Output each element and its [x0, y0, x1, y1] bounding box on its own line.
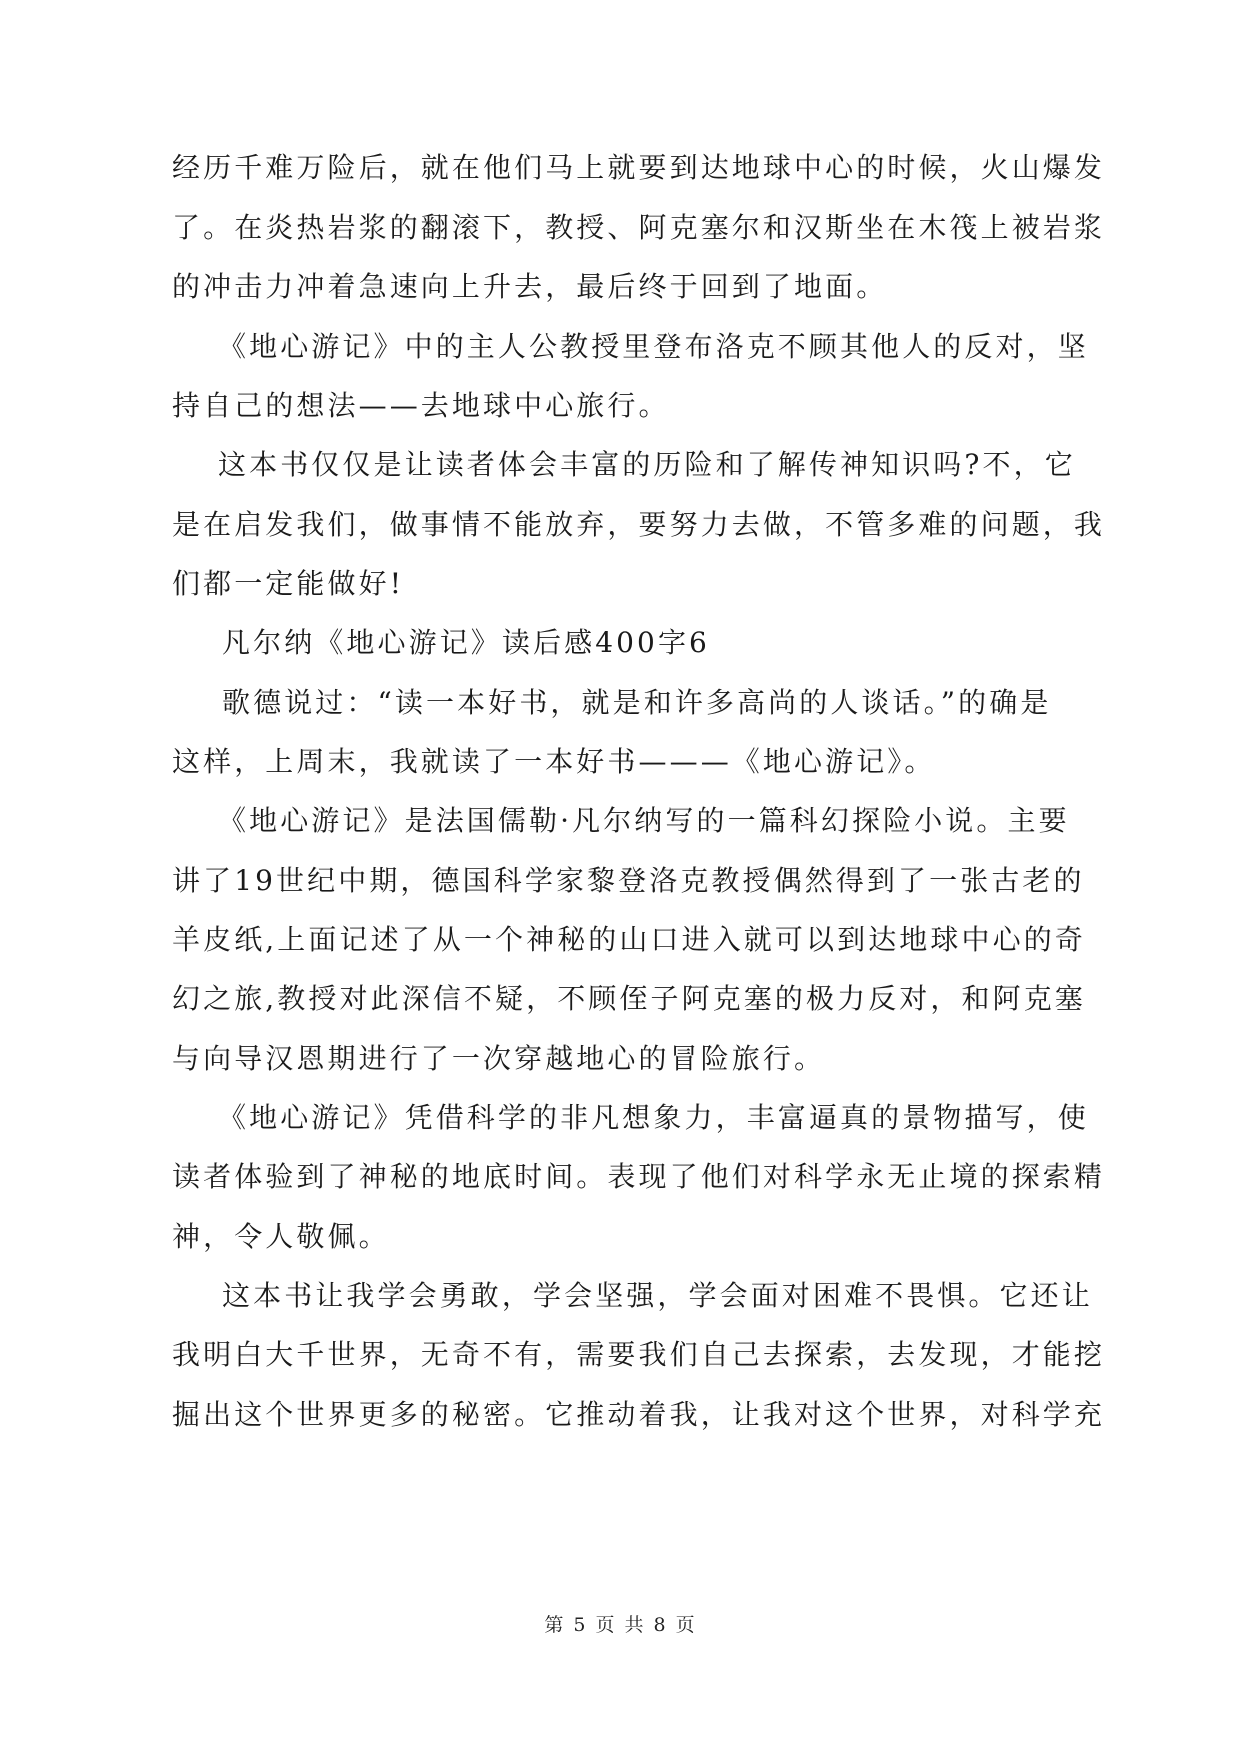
text-line: 幻之旅,教授对此深信不疑，不顾侄子阿克塞的极力反对，和阿克塞: [172, 982, 1086, 1015]
text-line: 读者体验到了神秘的地底时间。表现了他们对科学永无止境的探索精: [172, 1160, 1106, 1193]
text-line: 羊皮纸,上面记述了从一个神秘的山口进入就可以到达地球中心的奇: [172, 923, 1086, 956]
text-line: 讲了19世纪中期，德国科学家黎登洛克教授偶然得到了一张古老的: [172, 864, 1085, 897]
text-line: 经历千难万险后，就在他们马上就要到达地球中心的时候，火山爆发: [172, 151, 1106, 184]
text-line: 持自己的想法——去地球中心旅行。: [172, 389, 670, 422]
text-line: 歌德说过：“读一本好书，就是和许多高尚的人谈话。”的确是: [222, 686, 1052, 719]
page-number-footer: 第 5 页 共 8 页: [544, 1614, 697, 1636]
section-heading: 凡尔纳《地心游记》读后感400字6: [222, 626, 710, 659]
text-line: 的冲击力冲着急速向上升去，最后终于回到了地面。: [172, 270, 888, 303]
text-line: 这样，上周末，我就读了一本好书———《地心游记》。: [172, 745, 936, 778]
text-line: 与向导汉恩期进行了一次穿越地心的冒险旅行。: [172, 1042, 826, 1075]
text-line: 这本书仅仅是让读者体会丰富的历险和了解传神知识吗?不，它: [218, 448, 1076, 481]
text-line: 这本书让我学会勇敢，学会坚强，学会面对困难不畏惧。它还让: [222, 1279, 1093, 1312]
text-line: 神，令人敬佩。: [172, 1220, 390, 1253]
text-line: 了。在炎热岩浆的翻滚下，教授、阿克塞尔和汉斯坐在木筏上被岩浆: [172, 211, 1106, 244]
text-line: 《地心游记》是法国儒勒·凡尔纳写的一篇科幻探险小说。主要: [218, 804, 1070, 837]
text-line: 《地心游记》中的主人公教授里登布洛克不顾其他人的反对，坚: [218, 330, 1089, 363]
text-line: 们都一定能做好!: [172, 567, 405, 600]
text-line: 《地心游记》凭借科学的非凡想象力，丰富逼真的景物描写，使: [218, 1101, 1089, 1134]
text-line: 掘出这个世界更多的秘密。它推动着我，让我对这个世界，对科学充: [172, 1398, 1106, 1431]
text-line: 我明白大千世界，无奇不有，需要我们自己去探索，去发现，才能挖: [172, 1338, 1106, 1371]
text-line: 是在启发我们，做事情不能放弃，要努力去做，不管多难的问题，我: [172, 508, 1106, 541]
